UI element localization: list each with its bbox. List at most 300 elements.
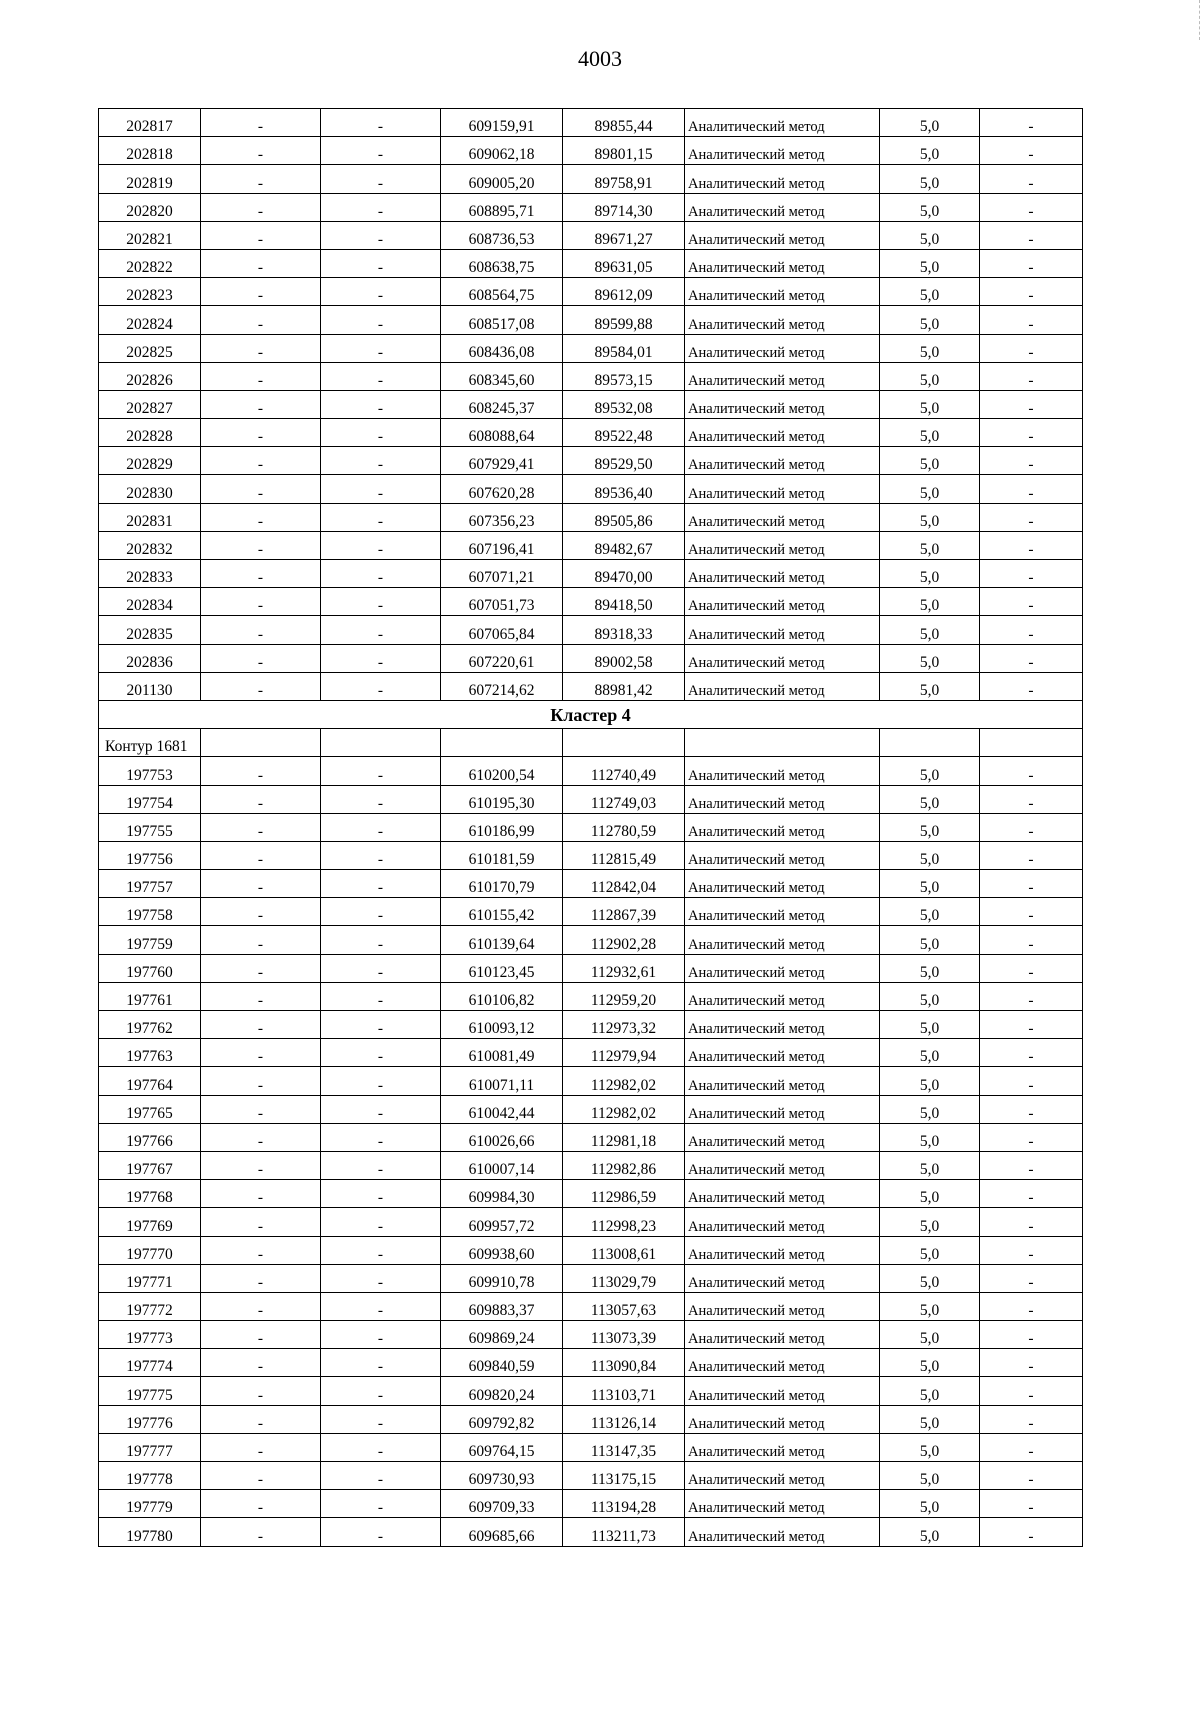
- point-number-cell: 197765: [99, 1095, 201, 1123]
- dash-cell-b: -: [321, 165, 441, 193]
- point-number-cell: 197753: [99, 757, 201, 785]
- accuracy-cell: 5,0: [880, 898, 980, 926]
- point-number-cell: 202819: [99, 165, 201, 193]
- dash-cell-a: -: [201, 1236, 321, 1264]
- table-row: [99, 1405, 1083, 1433]
- dash-cell-b: -: [321, 1405, 441, 1433]
- dash-cell-a: -: [201, 1433, 321, 1461]
- table-row: [99, 616, 1083, 644]
- y-coordinate-cell: 89599,88: [563, 306, 685, 334]
- cluster-section: [99, 700, 1083, 756]
- point-number-cell: 202821: [99, 221, 201, 249]
- y-coordinate-cell: 113194,28: [563, 1490, 685, 1518]
- dash-cell-b: -: [321, 672, 441, 700]
- dash-cell-c: -: [980, 1208, 1083, 1236]
- y-coordinate-cell: 89573,15: [563, 362, 685, 390]
- table-row: [99, 1349, 1083, 1377]
- dash-cell-a: -: [201, 193, 321, 221]
- y-coordinate-cell: 89002,58: [563, 644, 685, 672]
- accuracy-cell: 5,0: [880, 1321, 980, 1349]
- dash-cell-b: -: [321, 813, 441, 841]
- method-cell: Аналитический метод: [685, 1180, 880, 1208]
- x-coordinate-cell: 609764,15: [441, 1433, 563, 1461]
- point-number-cell: 202820: [99, 193, 201, 221]
- dash-cell-a: -: [201, 1208, 321, 1236]
- dash-cell-b: -: [321, 334, 441, 362]
- x-coordinate-cell: 607051,73: [441, 588, 563, 616]
- method-cell: Аналитический метод: [685, 616, 880, 644]
- table-row: [99, 221, 1083, 249]
- dash-cell-a: -: [201, 390, 321, 418]
- x-coordinate-cell: 609910,78: [441, 1264, 563, 1292]
- dash-cell-c: -: [980, 982, 1083, 1010]
- point-number-cell: 197758: [99, 898, 201, 926]
- dash-cell-b: -: [321, 898, 441, 926]
- dash-cell-b: -: [321, 616, 441, 644]
- method-cell: Аналитический метод: [685, 1123, 880, 1151]
- dash-cell-a: -: [201, 982, 321, 1010]
- dash-cell-a: -: [201, 475, 321, 503]
- method-cell: Аналитический метод: [685, 1433, 880, 1461]
- y-coordinate-cell: 113126,14: [563, 1405, 685, 1433]
- dash-cell-a: -: [201, 447, 321, 475]
- dash-cell-b: -: [321, 954, 441, 982]
- dash-cell-a: -: [201, 419, 321, 447]
- dash-cell-b: -: [321, 1518, 441, 1546]
- point-number-cell: 197773: [99, 1321, 201, 1349]
- point-number-cell: 202832: [99, 531, 201, 559]
- dash-cell-c: -: [980, 334, 1083, 362]
- table-row: [99, 475, 1083, 503]
- dash-cell-a: -: [201, 870, 321, 898]
- point-number-cell: 197774: [99, 1349, 201, 1377]
- accuracy-cell: 5,0: [880, 362, 980, 390]
- table-row: [99, 137, 1083, 165]
- dash-cell-a: -: [201, 1039, 321, 1067]
- x-coordinate-cell: 609883,37: [441, 1292, 563, 1320]
- x-coordinate-cell: 610200,54: [441, 757, 563, 785]
- method-cell: Аналитический метод: [685, 1039, 880, 1067]
- dash-cell-c: -: [980, 109, 1083, 137]
- method-cell: Аналитический метод: [685, 926, 880, 954]
- y-coordinate-cell: 112815,49: [563, 841, 685, 869]
- point-number-cell: 202833: [99, 560, 201, 588]
- y-coordinate-cell: 89536,40: [563, 475, 685, 503]
- dash-cell-c: -: [980, 165, 1083, 193]
- point-number-cell: 197776: [99, 1405, 201, 1433]
- accuracy-cell: 5,0: [880, 306, 980, 334]
- dash-cell-c: -: [980, 785, 1083, 813]
- dash-cell-c: -: [980, 1067, 1083, 1095]
- accuracy-cell: 5,0: [880, 193, 980, 221]
- x-coordinate-cell: 609730,93: [441, 1462, 563, 1490]
- table-row: [99, 165, 1083, 193]
- accuracy-cell: 5,0: [880, 1123, 980, 1151]
- table-row: [99, 1292, 1083, 1320]
- method-cell: Аналитический метод: [685, 193, 880, 221]
- dash-cell-a: -: [201, 560, 321, 588]
- point-number-cell: 197759: [99, 926, 201, 954]
- table-row: [99, 362, 1083, 390]
- method-cell: Аналитический метод: [685, 334, 880, 362]
- dash-cell-b: -: [321, 644, 441, 672]
- accuracy-cell: 5,0: [880, 1264, 980, 1292]
- dash-cell-c: -: [980, 1462, 1083, 1490]
- y-coordinate-cell: 112749,03: [563, 785, 685, 813]
- method-cell: Аналитический метод: [685, 1518, 880, 1546]
- y-coordinate-cell: 112982,86: [563, 1151, 685, 1179]
- table-row: [99, 1151, 1083, 1179]
- dash-cell-a: -: [201, 165, 321, 193]
- point-number-cell: 202829: [99, 447, 201, 475]
- point-number-cell: 197768: [99, 1180, 201, 1208]
- dash-cell-b: -: [321, 475, 441, 503]
- accuracy-cell: 5,0: [880, 109, 980, 137]
- dash-cell-b: -: [321, 1011, 441, 1039]
- x-coordinate-cell: 609957,72: [441, 1208, 563, 1236]
- dash-cell-a: -: [201, 1067, 321, 1095]
- x-coordinate-cell: 608436,08: [441, 334, 563, 362]
- point-number-cell: 197779: [99, 1490, 201, 1518]
- y-coordinate-cell: 89318,33: [563, 616, 685, 644]
- table-row: [99, 193, 1083, 221]
- x-coordinate-cell: 607929,41: [441, 447, 563, 475]
- y-coordinate-cell: 113090,84: [563, 1349, 685, 1377]
- x-coordinate-cell: 610081,49: [441, 1039, 563, 1067]
- method-cell: Аналитический метод: [685, 1095, 880, 1123]
- table-row: [99, 109, 1083, 137]
- accuracy-cell: 5,0: [880, 1292, 980, 1320]
- y-coordinate-cell: 112998,23: [563, 1208, 685, 1236]
- accuracy-cell: 5,0: [880, 785, 980, 813]
- table-row: [99, 1067, 1083, 1095]
- dash-cell-c: -: [980, 1433, 1083, 1461]
- table-row: [99, 588, 1083, 616]
- x-coordinate-cell: 607196,41: [441, 531, 563, 559]
- table-row: [99, 1433, 1083, 1461]
- method-cell: Аналитический метод: [685, 1208, 880, 1236]
- x-coordinate-cell: 608895,71: [441, 193, 563, 221]
- dash-cell-b: -: [321, 390, 441, 418]
- accuracy-cell: 5,0: [880, 1405, 980, 1433]
- x-coordinate-cell: 609840,59: [441, 1349, 563, 1377]
- point-number-cell: 202834: [99, 588, 201, 616]
- dash-cell-c: -: [980, 447, 1083, 475]
- dash-cell-b: -: [321, 362, 441, 390]
- accuracy-cell: 5,0: [880, 221, 980, 249]
- point-number-cell: 202831: [99, 503, 201, 531]
- accuracy-cell: 5,0: [880, 137, 980, 165]
- table-row: [99, 278, 1083, 306]
- accuracy-cell: 5,0: [880, 1462, 980, 1490]
- dash-cell-b: -: [321, 1151, 441, 1179]
- dash-cell-b: -: [321, 1039, 441, 1067]
- dash-cell-b: -: [321, 982, 441, 1010]
- dash-cell-a: -: [201, 278, 321, 306]
- y-coordinate-cell: 88981,42: [563, 672, 685, 700]
- y-coordinate-cell: 112979,94: [563, 1039, 685, 1067]
- table-row: [99, 1462, 1083, 1490]
- table-row: [99, 1518, 1083, 1546]
- dash-cell-c: -: [980, 475, 1083, 503]
- accuracy-cell: 5,0: [880, 560, 980, 588]
- table-row: [99, 644, 1083, 672]
- accuracy-cell: 5,0: [880, 1095, 980, 1123]
- table-row: [99, 1264, 1083, 1292]
- accuracy-cell: 5,0: [880, 1067, 980, 1095]
- table-row: [99, 1011, 1083, 1039]
- point-number-cell: 197780: [99, 1518, 201, 1546]
- x-coordinate-cell: 609062,18: [441, 137, 563, 165]
- x-coordinate-cell: 610071,11: [441, 1067, 563, 1095]
- dash-cell-c: -: [980, 362, 1083, 390]
- dash-cell-b: -: [321, 1490, 441, 1518]
- method-cell: Аналитический метод: [685, 560, 880, 588]
- dash-cell-a: -: [201, 1405, 321, 1433]
- method-cell: Аналитический метод: [685, 531, 880, 559]
- dash-cell-b: -: [321, 306, 441, 334]
- y-coordinate-cell: 89758,91: [563, 165, 685, 193]
- dash-cell-b: -: [321, 221, 441, 249]
- x-coordinate-cell: 610007,14: [441, 1151, 563, 1179]
- x-coordinate-cell: 608638,75: [441, 249, 563, 277]
- method-cell: Аналитический метод: [685, 221, 880, 249]
- point-number-cell: 202826: [99, 362, 201, 390]
- y-coordinate-cell: 89801,15: [563, 137, 685, 165]
- accuracy-cell: 5,0: [880, 1180, 980, 1208]
- accuracy-cell: 5,0: [880, 419, 980, 447]
- dash-cell-a: -: [201, 672, 321, 700]
- dash-cell-c: -: [980, 898, 1083, 926]
- dash-cell-c: -: [980, 616, 1083, 644]
- dash-cell-c: -: [980, 503, 1083, 531]
- dash-cell-a: -: [201, 785, 321, 813]
- x-coordinate-cell: 608245,37: [441, 390, 563, 418]
- method-cell: Аналитический метод: [685, 870, 880, 898]
- method-cell: Аналитический метод: [685, 1349, 880, 1377]
- empty-cell: [201, 729, 321, 757]
- table-row: [99, 898, 1083, 926]
- table-row: [99, 841, 1083, 869]
- accuracy-cell: 5,0: [880, 588, 980, 616]
- accuracy-cell: 5,0: [880, 531, 980, 559]
- table-body-bottom: [99, 757, 1083, 1546]
- accuracy-cell: 5,0: [880, 1011, 980, 1039]
- y-coordinate-cell: 89418,50: [563, 588, 685, 616]
- dash-cell-a: -: [201, 1490, 321, 1518]
- dash-cell-b: -: [321, 503, 441, 531]
- point-number-cell: 202830: [99, 475, 201, 503]
- accuracy-cell: 5,0: [880, 475, 980, 503]
- x-coordinate-cell: 607620,28: [441, 475, 563, 503]
- dash-cell-c: -: [980, 672, 1083, 700]
- dash-cell-c: -: [980, 193, 1083, 221]
- dash-cell-b: -: [321, 1264, 441, 1292]
- dash-cell-c: -: [980, 954, 1083, 982]
- y-coordinate-cell: 112902,28: [563, 926, 685, 954]
- table-row: [99, 870, 1083, 898]
- point-number-cell: 202828: [99, 419, 201, 447]
- point-number-cell: 197754: [99, 785, 201, 813]
- dash-cell-a: -: [201, 813, 321, 841]
- dash-cell-b: -: [321, 757, 441, 785]
- dash-cell-a: -: [201, 334, 321, 362]
- dash-cell-c: -: [980, 137, 1083, 165]
- dash-cell-c: -: [980, 1490, 1083, 1518]
- dash-cell-c: -: [980, 841, 1083, 869]
- dash-cell-a: -: [201, 841, 321, 869]
- x-coordinate-cell: 610195,30: [441, 785, 563, 813]
- x-coordinate-cell: 609938,60: [441, 1236, 563, 1264]
- x-coordinate-cell: 610042,44: [441, 1095, 563, 1123]
- dash-cell-b: -: [321, 926, 441, 954]
- dash-cell-b: -: [321, 560, 441, 588]
- dash-cell-a: -: [201, 1292, 321, 1320]
- scan-edge-mark: [1181, 0, 1200, 40]
- method-cell: Аналитический метод: [685, 1264, 880, 1292]
- y-coordinate-cell: 89505,86: [563, 503, 685, 531]
- table-row: [99, 672, 1083, 700]
- y-coordinate-cell: 89671,27: [563, 221, 685, 249]
- point-number-cell: 202818: [99, 137, 201, 165]
- point-number-cell: 197770: [99, 1236, 201, 1264]
- table-row: [99, 813, 1083, 841]
- method-cell: Аналитический метод: [685, 1405, 880, 1433]
- method-cell: Аналитический метод: [685, 841, 880, 869]
- dash-cell-c: -: [980, 1095, 1083, 1123]
- dash-cell-c: -: [980, 1264, 1083, 1292]
- accuracy-cell: 5,0: [880, 982, 980, 1010]
- y-coordinate-cell: 112740,49: [563, 757, 685, 785]
- dash-cell-a: -: [201, 1123, 321, 1151]
- accuracy-cell: 5,0: [880, 644, 980, 672]
- x-coordinate-cell: 610139,64: [441, 926, 563, 954]
- table-row: [99, 1123, 1083, 1151]
- y-coordinate-cell: 112982,02: [563, 1095, 685, 1123]
- method-cell: Аналитический метод: [685, 644, 880, 672]
- point-number-cell: 197756: [99, 841, 201, 869]
- dash-cell-b: -: [321, 1095, 441, 1123]
- point-number-cell: 202824: [99, 306, 201, 334]
- dash-cell-c: -: [980, 306, 1083, 334]
- dash-cell-c: -: [980, 390, 1083, 418]
- dash-cell-a: -: [201, 644, 321, 672]
- cluster-heading-row: [99, 700, 1083, 728]
- dash-cell-c: -: [980, 531, 1083, 559]
- point-number-cell: 197763: [99, 1039, 201, 1067]
- accuracy-cell: 5,0: [880, 672, 980, 700]
- method-cell: Аналитический метод: [685, 475, 880, 503]
- dash-cell-b: -: [321, 531, 441, 559]
- empty-cell: [980, 729, 1083, 757]
- dash-cell-a: -: [201, 306, 321, 334]
- point-number-cell: 197757: [99, 870, 201, 898]
- dash-cell-c: -: [980, 588, 1083, 616]
- table-row: [99, 954, 1083, 982]
- table-row: [99, 503, 1083, 531]
- point-number-cell: 202836: [99, 644, 201, 672]
- x-coordinate-cell: 609159,91: [441, 109, 563, 137]
- table-row: [99, 334, 1083, 362]
- dash-cell-b: -: [321, 109, 441, 137]
- accuracy-cell: 5,0: [880, 334, 980, 362]
- coordinates-table: [98, 108, 1083, 1547]
- x-coordinate-cell: 610093,12: [441, 1011, 563, 1039]
- method-cell: Аналитический метод: [685, 672, 880, 700]
- x-coordinate-cell: 609005,20: [441, 165, 563, 193]
- method-cell: Аналитический метод: [685, 588, 880, 616]
- dash-cell-b: -: [321, 1292, 441, 1320]
- dash-cell-b: -: [321, 447, 441, 475]
- table-row: [99, 1236, 1083, 1264]
- table-row: [99, 1039, 1083, 1067]
- method-cell: Аналитический метод: [685, 1236, 880, 1264]
- accuracy-cell: 5,0: [880, 757, 980, 785]
- y-coordinate-cell: 89855,44: [563, 109, 685, 137]
- method-cell: Аналитический метод: [685, 165, 880, 193]
- point-number-cell: 197767: [99, 1151, 201, 1179]
- y-coordinate-cell: 112986,59: [563, 1180, 685, 1208]
- dash-cell-a: -: [201, 137, 321, 165]
- method-cell: Аналитический метод: [685, 419, 880, 447]
- point-number-cell: 197760: [99, 954, 201, 982]
- x-coordinate-cell: 610106,82: [441, 982, 563, 1010]
- dash-cell-a: -: [201, 362, 321, 390]
- empty-cell: [685, 729, 880, 757]
- y-coordinate-cell: 112973,32: [563, 1011, 685, 1039]
- point-number-cell: 197761: [99, 982, 201, 1010]
- method-cell: Аналитический метод: [685, 447, 880, 475]
- dash-cell-c: -: [980, 870, 1083, 898]
- dash-cell-a: -: [201, 1321, 321, 1349]
- dash-cell-a: -: [201, 926, 321, 954]
- y-coordinate-cell: 112842,04: [563, 870, 685, 898]
- dash-cell-b: -: [321, 870, 441, 898]
- dash-cell-a: -: [201, 588, 321, 616]
- method-cell: Аналитический метод: [685, 1151, 880, 1179]
- point-number-cell: 202822: [99, 249, 201, 277]
- method-cell: Аналитический метод: [685, 1292, 880, 1320]
- dash-cell-c: -: [980, 1349, 1083, 1377]
- dash-cell-a: -: [201, 898, 321, 926]
- method-cell: Аналитический метод: [685, 982, 880, 1010]
- dash-cell-a: -: [201, 221, 321, 249]
- point-number-cell: 197771: [99, 1264, 201, 1292]
- empty-cell: [563, 729, 685, 757]
- dash-cell-a: -: [201, 1264, 321, 1292]
- method-cell: Аналитический метод: [685, 1011, 880, 1039]
- x-coordinate-cell: 607065,84: [441, 616, 563, 644]
- contour-row: [99, 729, 1083, 757]
- accuracy-cell: 5,0: [880, 926, 980, 954]
- y-coordinate-cell: 112780,59: [563, 813, 685, 841]
- dash-cell-b: -: [321, 1462, 441, 1490]
- dash-cell-a: -: [201, 1151, 321, 1179]
- table-row: [99, 1095, 1083, 1123]
- dash-cell-c: -: [980, 757, 1083, 785]
- table-row: [99, 447, 1083, 475]
- dash-cell-a: -: [201, 954, 321, 982]
- point-number-cell: 202817: [99, 109, 201, 137]
- table-row: [99, 390, 1083, 418]
- y-coordinate-cell: 89522,48: [563, 419, 685, 447]
- dash-cell-c: -: [980, 1011, 1083, 1039]
- method-cell: Аналитический метод: [685, 306, 880, 334]
- dash-cell-a: -: [201, 1462, 321, 1490]
- dash-cell-a: -: [201, 616, 321, 644]
- x-coordinate-cell: 607071,21: [441, 560, 563, 588]
- table-row: [99, 757, 1083, 785]
